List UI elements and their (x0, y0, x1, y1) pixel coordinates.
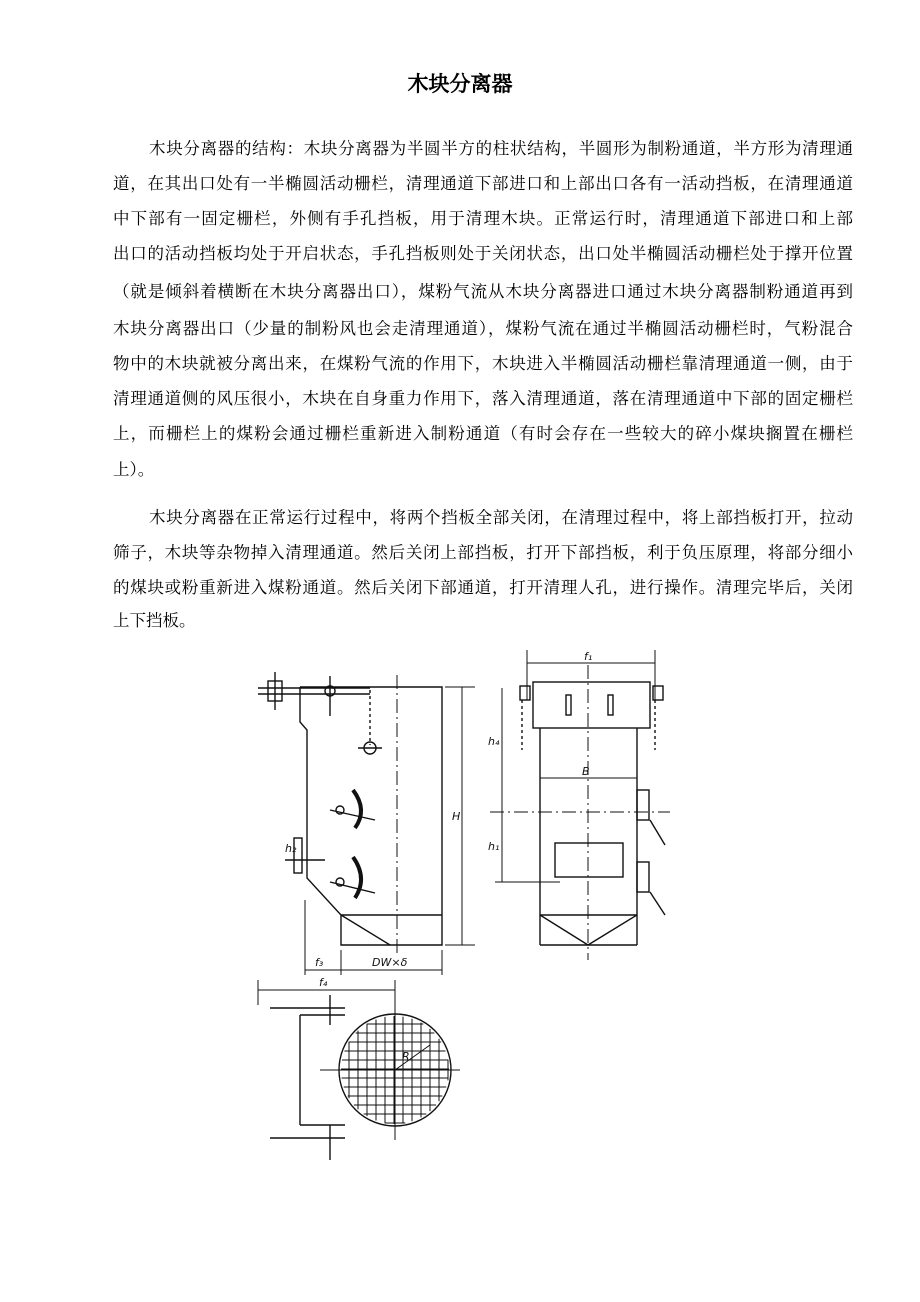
text-line: 出口的活动挡板均处于开启状态，手孔挡板则处于关闭状态，出口处半椭圆活动栅栏处于撑开位置 (113, 244, 853, 263)
text-line: 上下挡板。 (113, 611, 196, 630)
dim-label-f1: f₁ (584, 650, 593, 663)
text-line: 清理通道侧的风压很小，木块在自身重力作用下，落入清理通道，落在清理通道中下部的固定栅栏 (113, 389, 853, 408)
text-line: 中下部有一固定栅栏，外侧有手孔挡板，用于清理木块。正常运行时，清理通道下部进口和上部 (113, 209, 853, 228)
dim-label-f3: f₃ (315, 956, 324, 969)
text-line: 物中的木块就被分离出来，在煤粉气流的作用下，木块进入半椭圆活动栅栏靠清理通道一侧，由于 (113, 354, 853, 373)
dim-label-h1: h₁ (488, 840, 500, 853)
dim-label-H: H (452, 810, 461, 823)
text-line: 木块分离器在正常运行过程中，将两个挡板全部关闭，在清理过程中，将上部挡板打开，拉动 (149, 508, 853, 527)
text-line: 木块分离器的结构：木块分离器为半圆半方的柱状结构，半圆形为制粉通道，半方形为清理通 (149, 139, 853, 158)
top-view (258, 976, 460, 1160)
text-line: （就是倾斜着横断在木块分离器出口），煤粉气流从木块分离器进口通过木块分离器制粉通道再到 (113, 282, 853, 301)
dim-label-r: R (402, 1050, 410, 1063)
dim-label-B: B (582, 765, 590, 778)
text-line: 的煤块或粉重新进入煤粉通道。然后关闭下部通道，打开清理人孔，进行操作。清理完毕后，关闭 (113, 578, 853, 597)
text-line: 木块分离器出口（少量的制粉风也会走清理通道），煤粉气流在通过半椭圆活动栅栏时，气粉混合 (113, 319, 853, 338)
text-line: 道，在其出口处有一半椭圆活动栅栏，清理通道下部进口和上部出口各有一活动挡板，在清理通道 (113, 174, 853, 193)
text-line: 上，而栅栏上的煤粉会通过栅栏重新进入制粉通道（有时会存在一些较大的碎小煤块搁置在栅栏 (113, 424, 853, 443)
text-line: 上）。 (113, 460, 155, 479)
dim-label-h4: h₄ (488, 735, 500, 748)
page-title: 木块分离器 (407, 72, 513, 96)
side-view (258, 672, 475, 975)
dim-label-dw: DW×δ (372, 956, 408, 969)
dim-label-f4: f₄ (319, 976, 328, 989)
text-line: 筛子，木块等杂物掉入清理通道。然后关闭上部挡板，打开下部挡板，利于负压原理，将部分细小 (113, 543, 853, 562)
front-view (488, 650, 670, 960)
dim-label-h2: h₂ (285, 842, 297, 855)
